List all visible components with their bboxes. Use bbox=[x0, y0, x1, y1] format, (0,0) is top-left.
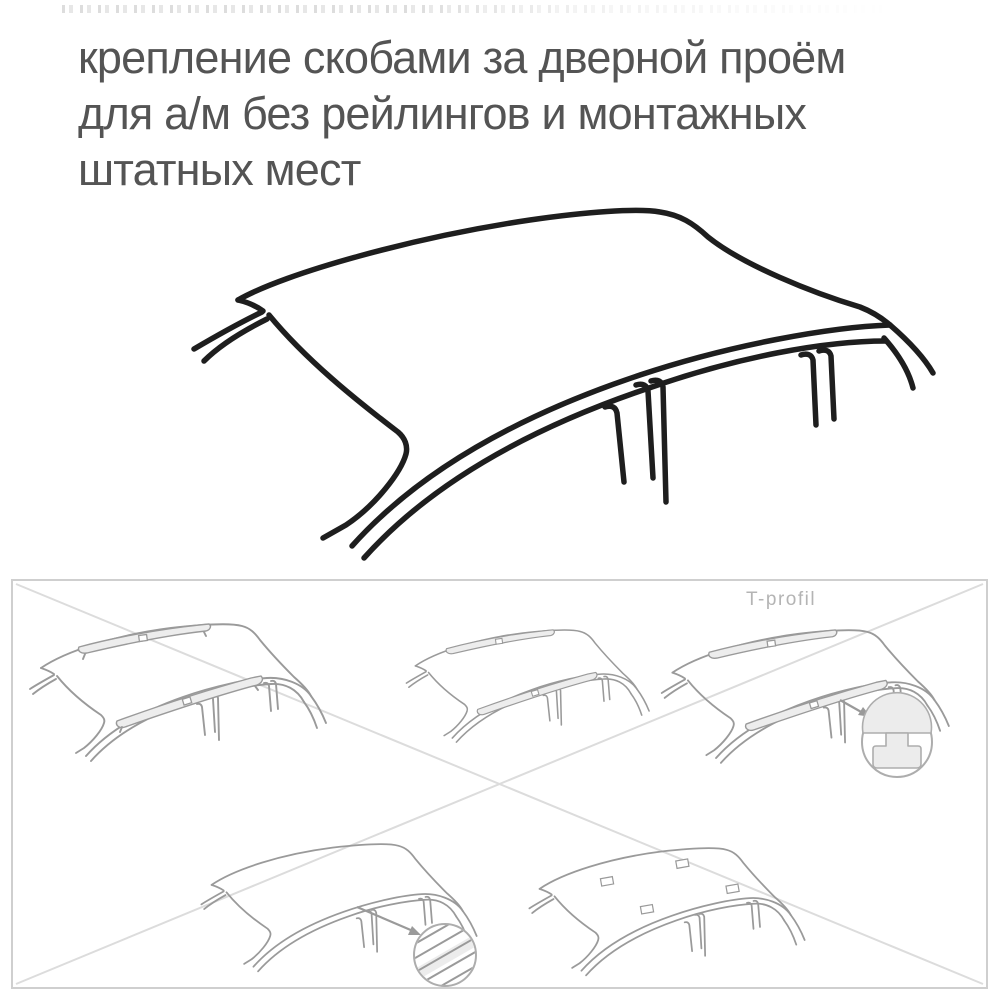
truncated-text-artifact bbox=[62, 5, 932, 13]
t-profile-cross-section-callout bbox=[840, 693, 932, 777]
t-profil-label: T-profil bbox=[746, 589, 817, 610]
car-roof-illustration bbox=[85, 195, 960, 580]
title-line-1: крепление скобами за дверной проём bbox=[78, 32, 846, 83]
roof-types-panel bbox=[11, 579, 988, 989]
page-title bbox=[78, 30, 846, 198]
roof-variants-illustration bbox=[13, 581, 986, 987]
car-roof-outline-drawing bbox=[194, 210, 933, 558]
roof-variant-flush-railings bbox=[406, 630, 649, 742]
title-line-3: штатных мест bbox=[78, 144, 361, 195]
roof-variant-fixed-mounting-points bbox=[529, 848, 804, 975]
title-line-2: для а/м без рейлингов и монтажных bbox=[78, 88, 807, 139]
roof-variant-raised-railings bbox=[30, 624, 326, 761]
